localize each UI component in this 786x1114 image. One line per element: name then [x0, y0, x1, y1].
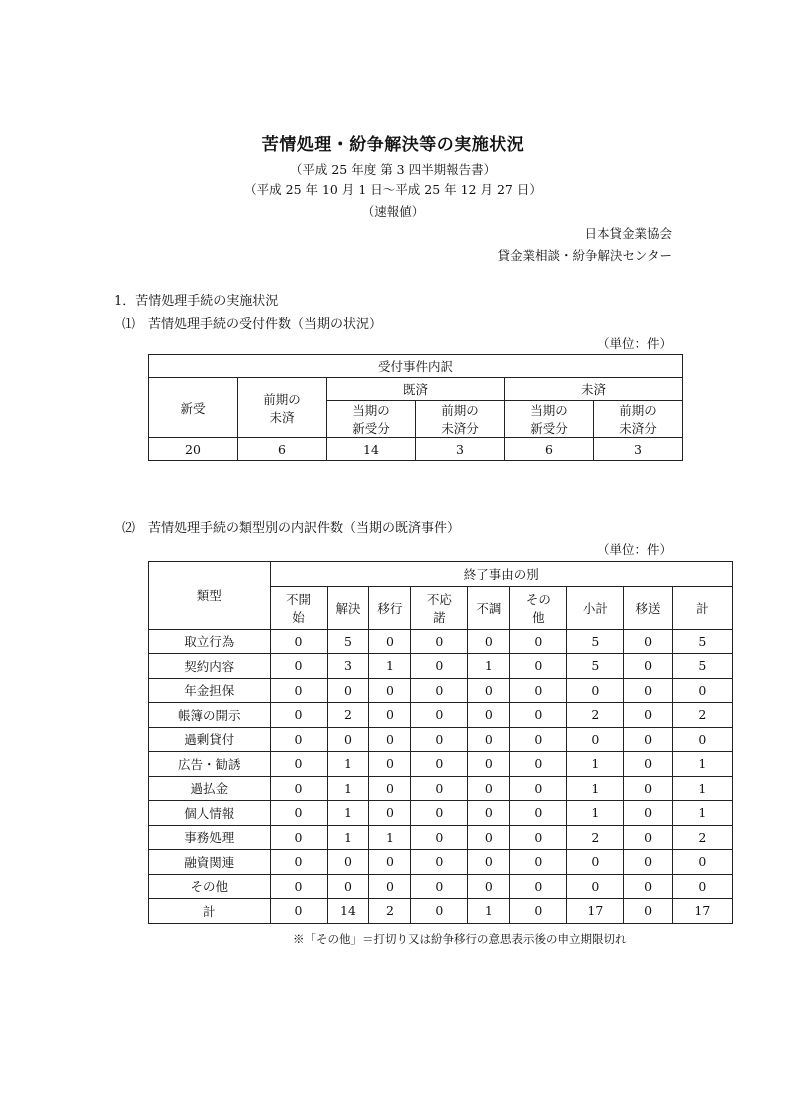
cell-value: 0	[369, 752, 411, 777]
cell-value: 2	[327, 703, 369, 728]
cell-value: 0	[510, 727, 567, 752]
cell-value: 1	[369, 654, 411, 679]
col-header-7	[624, 586, 672, 629]
cell-value: 0	[510, 899, 567, 924]
col-header-line: 小計	[582, 600, 608, 616]
cell-value: 5	[672, 629, 732, 654]
cell-value: 0	[624, 825, 672, 850]
cell-value: 0	[411, 654, 468, 679]
group-header: 終了事由の別	[270, 562, 732, 587]
row-label: 過剰貸付	[149, 727, 271, 752]
table-row	[149, 703, 733, 728]
table-row	[149, 776, 733, 801]
table-row	[149, 850, 733, 875]
cell-value: 0	[624, 678, 672, 703]
group-pending: 未済	[505, 378, 683, 401]
row-label: 融資関連	[149, 850, 271, 875]
done-current-line2: 新受分	[352, 421, 390, 436]
col-header-line: 解決	[335, 600, 361, 616]
cell-value: 0	[624, 752, 672, 777]
cell-value: 0	[369, 874, 411, 899]
done-current-new	[327, 401, 416, 438]
cell-value: 0	[624, 629, 672, 654]
cell-value: 0	[624, 654, 672, 679]
cell-value: 1	[672, 752, 732, 777]
cell-value: 1	[672, 776, 732, 801]
table-row	[149, 752, 733, 777]
row-label: 契約内容	[149, 654, 271, 679]
cell-value: 0	[411, 899, 468, 924]
value-pending-prev: 3	[594, 438, 683, 461]
cell-value: 0	[510, 678, 567, 703]
cell-value: 5	[672, 654, 732, 679]
cell-value: 17	[672, 899, 732, 924]
cell-value: 1	[327, 776, 369, 801]
report-period-label: （平成 25 年度 第 3 四半期報告書）	[289, 162, 497, 177]
cell-value: 0	[270, 850, 327, 875]
pending-current-new	[505, 401, 594, 438]
done-prev-line1: 前期の	[441, 403, 479, 418]
cell-value: 0	[411, 752, 468, 777]
cell-value: 0	[411, 629, 468, 654]
cell-value: 0	[411, 776, 468, 801]
cell-value: 0	[369, 678, 411, 703]
col-prev-line1: 前期の	[263, 391, 301, 407]
cell-value: 0	[411, 678, 468, 703]
cell-value: 1	[327, 801, 369, 826]
cell-value: 14	[327, 899, 369, 924]
table-row	[149, 874, 733, 899]
cell-value: 0	[270, 629, 327, 654]
cell-value: 0	[468, 874, 510, 899]
cell-value: 0	[624, 801, 672, 826]
page-title: 苦情処理・紛争解決等の実施状況	[261, 135, 525, 155]
cell-value: 0	[624, 874, 672, 899]
row-label: 事務処理	[149, 825, 271, 850]
row-label: 計	[149, 899, 271, 924]
organization-name: 日本貸金業協会	[584, 226, 672, 241]
cell-value: 0	[567, 874, 624, 899]
table-row	[149, 727, 733, 752]
cell-value: 0	[270, 801, 327, 826]
cell-value: 0	[270, 776, 327, 801]
center-name: 貸金業相談・紛争解決センター	[497, 248, 672, 263]
cell-value: 0	[510, 703, 567, 728]
cell-value: 0	[510, 629, 567, 654]
table-row	[149, 825, 733, 850]
cell-value: 0	[672, 727, 732, 752]
cell-value: 0	[468, 850, 510, 875]
unit-label-2: （単位：件）	[596, 542, 672, 557]
col-prev-line2: 未済	[269, 409, 295, 425]
col-header-8	[672, 586, 732, 629]
col-prev-pending	[238, 378, 327, 438]
preliminary-label: （速報値）	[361, 204, 425, 219]
col-header-line: 他	[532, 609, 545, 625]
col-header-2	[369, 586, 411, 629]
cell-value: 0	[327, 850, 369, 875]
cell-value: 0	[510, 825, 567, 850]
cell-value: 0	[468, 678, 510, 703]
table-row	[149, 678, 733, 703]
cell-value: 2	[567, 825, 624, 850]
footnote: ※「その他」＝打切り又は紛争移行の意思表示後の申立期限切れ	[293, 932, 627, 946]
subsection-heading-2: ⑵ 苦情処理手続の類型別の内訳件数（当期の既済事件）	[122, 521, 461, 536]
cell-value: 0	[510, 874, 567, 899]
intake-table-top-header: 受付事件内訳	[149, 355, 683, 378]
cell-value: 0	[624, 899, 672, 924]
cell-value: 0	[369, 703, 411, 728]
intake-table	[148, 354, 683, 461]
cell-value: 0	[624, 703, 672, 728]
cell-value: 0	[369, 850, 411, 875]
cell-value: 0	[567, 850, 624, 875]
row-label: 取立行為	[149, 629, 271, 654]
value-done-prev: 3	[416, 438, 505, 461]
done-prev-line2: 未済分	[441, 421, 479, 436]
pending-current-line2: 新受分	[530, 421, 568, 436]
group-done: 既済	[327, 378, 505, 401]
cell-value: 0	[468, 629, 510, 654]
col-header-line: 諾	[433, 609, 446, 625]
cell-value: 17	[567, 899, 624, 924]
cell-value: 0	[567, 678, 624, 703]
row-label: 帳簿の開示	[149, 703, 271, 728]
cell-value: 0	[468, 801, 510, 826]
col-header-line: 移送	[635, 600, 661, 616]
cell-value: 0	[411, 850, 468, 875]
col-header-line: 始	[292, 609, 305, 625]
cell-value: 0	[327, 874, 369, 899]
col-header-3	[411, 586, 468, 629]
cell-value: 0	[270, 678, 327, 703]
category-table	[148, 561, 733, 924]
cell-value: 0	[510, 776, 567, 801]
col-header-4	[468, 586, 510, 629]
pending-current-line1: 当期の	[530, 403, 568, 418]
cell-value: 1	[468, 899, 510, 924]
value-done-current: 14	[327, 438, 416, 461]
cell-value: 0	[411, 825, 468, 850]
cell-value: 0	[624, 727, 672, 752]
cell-value: 5	[567, 654, 624, 679]
cell-value: 1	[567, 801, 624, 826]
row-label: その他	[149, 874, 271, 899]
cell-value: 3	[327, 654, 369, 679]
cell-value: 5	[327, 629, 369, 654]
cell-value: 0	[327, 727, 369, 752]
col-header-0	[270, 586, 327, 629]
cell-value: 1	[567, 752, 624, 777]
unit-label-1: （単位：件）	[596, 336, 672, 351]
cell-value: 0	[411, 703, 468, 728]
done-prev-pending	[416, 401, 505, 438]
cell-value: 0	[672, 850, 732, 875]
section-heading: 1．苦情処理手続の実施状況	[114, 294, 279, 309]
cell-value: 5	[567, 629, 624, 654]
row-label: 広告・勧誘	[149, 752, 271, 777]
done-current-line1: 当期の	[352, 403, 390, 418]
date-range-label: （平成 25 年 10 月 1 日～平成 25 年 12 月 27 日）	[244, 182, 542, 197]
cell-value: 1	[327, 752, 369, 777]
cell-value: 0	[270, 727, 327, 752]
col-header-1	[327, 586, 369, 629]
cell-value: 0	[369, 629, 411, 654]
cell-value: 0	[672, 874, 732, 899]
value-prev-pending: 6	[238, 438, 327, 461]
row-label: 過払金	[149, 776, 271, 801]
cell-value: 0	[468, 703, 510, 728]
col-header-line: 不応	[426, 591, 452, 607]
cell-value: 0	[369, 727, 411, 752]
col-header-line: 不調	[476, 600, 502, 616]
row-header: 類型	[149, 562, 271, 630]
cell-value: 0	[369, 776, 411, 801]
pending-prev-pending	[594, 401, 683, 438]
cell-value: 0	[411, 874, 468, 899]
col-header-line: 移行	[377, 600, 403, 616]
cell-value: 0	[270, 825, 327, 850]
table-row	[149, 629, 733, 654]
cell-value: 1	[369, 825, 411, 850]
cell-value: 2	[369, 899, 411, 924]
cell-value: 0	[411, 801, 468, 826]
cell-value: 0	[510, 850, 567, 875]
cell-value: 2	[672, 703, 732, 728]
table-row	[149, 654, 733, 679]
row-label: 個人情報	[149, 801, 271, 826]
cell-value: 0	[411, 727, 468, 752]
pending-prev-line2: 未済分	[619, 421, 657, 436]
row-label: 年金担保	[149, 678, 271, 703]
col-header-line: 不開	[286, 591, 312, 607]
value-pending-current: 6	[505, 438, 594, 461]
cell-value: 0	[468, 825, 510, 850]
cell-value: 2	[672, 825, 732, 850]
cell-value: 0	[270, 703, 327, 728]
cell-value: 1	[468, 654, 510, 679]
cell-value: 0	[270, 654, 327, 679]
col-header-line: 計	[696, 600, 709, 616]
col-header-line: その	[525, 591, 551, 607]
cell-value: 2	[567, 703, 624, 728]
cell-value: 0	[270, 752, 327, 777]
col-new: 新受	[149, 378, 238, 438]
cell-value: 0	[468, 752, 510, 777]
value-new: 20	[149, 438, 238, 461]
cell-value: 0	[468, 727, 510, 752]
cell-value: 0	[510, 801, 567, 826]
cell-value: 0	[510, 752, 567, 777]
pending-prev-line1: 前期の	[619, 403, 657, 418]
cell-value: 0	[327, 678, 369, 703]
cell-value: 1	[567, 776, 624, 801]
cell-value: 1	[672, 801, 732, 826]
cell-value: 0	[270, 899, 327, 924]
cell-value: 0	[468, 776, 510, 801]
table-row	[149, 899, 733, 924]
cell-value: 1	[327, 825, 369, 850]
cell-value: 0	[672, 678, 732, 703]
cell-value: 0	[369, 801, 411, 826]
cell-value: 0	[624, 776, 672, 801]
col-header-5	[510, 586, 567, 629]
cell-value: 0	[270, 874, 327, 899]
cell-value: 0	[567, 727, 624, 752]
col-header-6	[567, 586, 624, 629]
cell-value: 0	[624, 850, 672, 875]
table-row	[149, 801, 733, 826]
cell-value: 0	[510, 654, 567, 679]
subsection-heading-1: ⑴ 苦情処理手続の受付件数（当期の状況）	[122, 317, 383, 332]
